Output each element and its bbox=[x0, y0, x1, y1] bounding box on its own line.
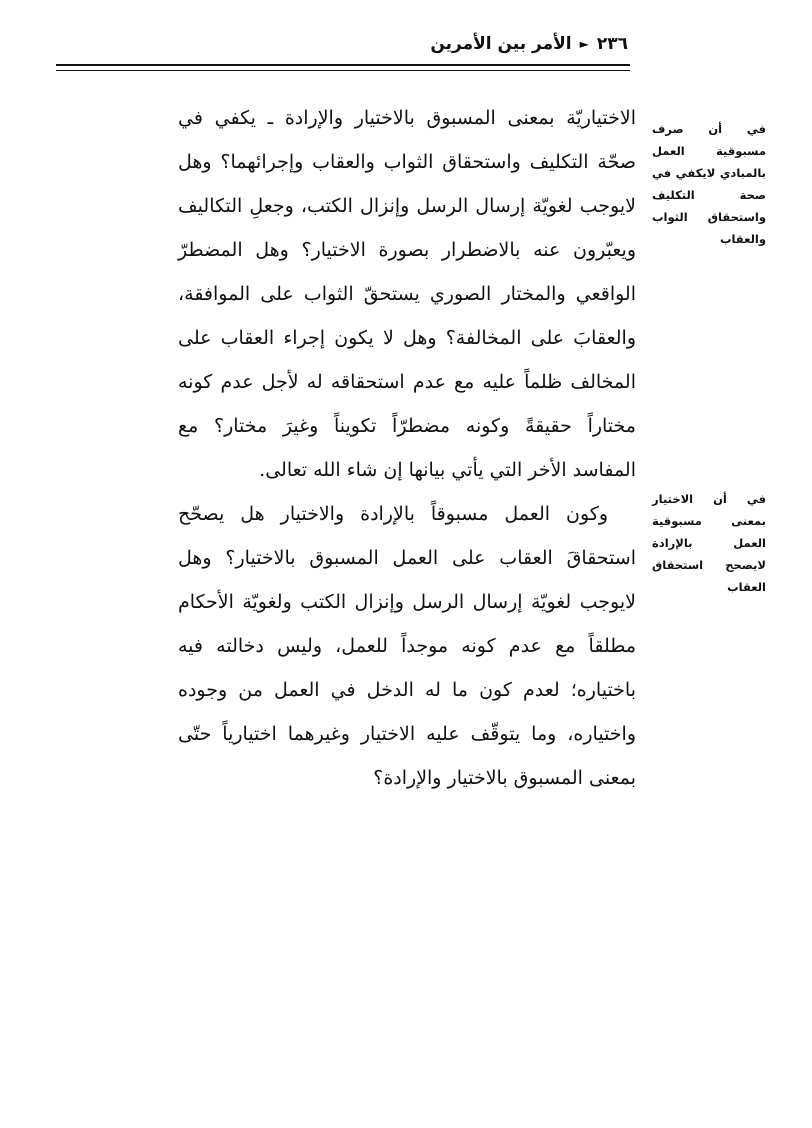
header-rule-thin bbox=[56, 70, 630, 71]
running-title: الأمر بين الأمرين bbox=[430, 34, 572, 54]
arrow-marker-icon: ► bbox=[579, 37, 589, 51]
paragraph-1: الاختياريّة بمعنى المسبوق بالاختيار والإرادة ـ يكفي في صحّة التكليف واستحقاق الثواب والعقاب وإجرائهما؟ وهل لايوجب لغويّة إرسال الرسل وإنزال الكتب، وجعلِ التكاليف ويعبّرون عنه بالاضطرار بصورة الاختيار؟ وهل المضطرّ الواقعي والمختار الصوري يستحقّ الثواب على الموافقة، والعقابَ على المخالفة؟ وهل لا يكون إجراء العقاب على المخالف ظلماً عليه مع عدم استحقاقه له لأجل عدم كونه مختاراً حقيقةً وكونه مضطرّاً تكويناً وغيرَ مختار؟ مع المفاسد الأخر التي يأتي بيانها إن شاء الله تعالى. bbox=[178, 107, 636, 481]
page-number: ٢٣٦ bbox=[596, 34, 628, 54]
main-text bbox=[178, 96, 636, 800]
paragraph-2: وكون العمل مسبوقاً بالإرادة والاختيار هل يصحّح استحقاقَ العقاب على العمل المسبوق بالاختيار؟ وهل لايوجب لغويّة إرسال الرسل وإنزال الكتب ولغويّة الأحكام مطلقاً مع عدم كونه موجداً للعمل، وليس دخالته فيه باختياره؛ لعدم كون ما له الدخل في العمل من وجوده واختياره، وما يتوقّف عليه الاختيار وغيرهما اختيارياً حتّى بمعنى المسبوق بالاختيار والإرادة؟ bbox=[178, 503, 636, 789]
header-rule-thick bbox=[56, 64, 630, 66]
page-header bbox=[388, 34, 628, 54]
margin-note-2: في أن الاختيار بمعنى مسبوقية العمل بالإرادة لايصحح استحقاق العقاب bbox=[652, 492, 766, 594]
margin-note-1: في أن صرف مسبوقية العمل بالمبادي لايكفي في صحة التكليف واستحقاق الثواب والعقاب bbox=[652, 122, 766, 246]
